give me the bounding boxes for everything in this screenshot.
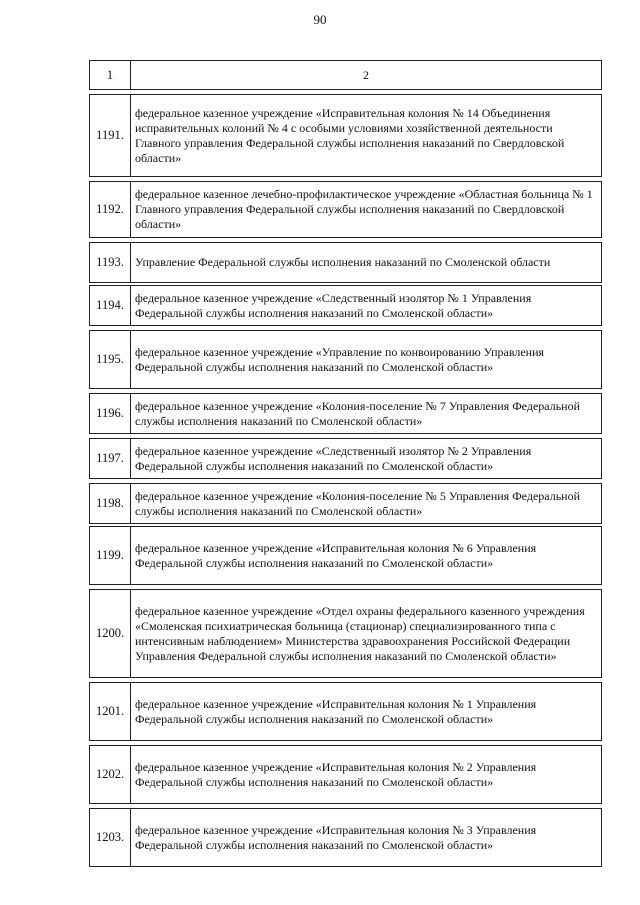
institution-name: федеральное казенное учреждение «Следственный изолятор № 2 Управления Федеральной службы исполнения наказаний по Смоленской области» bbox=[131, 439, 602, 479]
register-body bbox=[90, 61, 602, 867]
institution-name: федеральное казенное лечебно-профилактическое учреждение «Областная больница № 1 Главного управления Федеральной службы исполнения наказаний по Свердловской области» bbox=[131, 182, 602, 238]
row-number: 1197. bbox=[90, 439, 131, 479]
institution-name: федеральное казенное учреждение «Следственный изолятор № 1 Управления Федеральной службы исполнения наказаний по Смоленской области» bbox=[131, 286, 602, 326]
institution-name: федеральное казенное учреждение «Отдел охраны федерального казенного учреждения «Смоленская психиатрическая больница (стационар) специализированного типа с интенсивным наблюдением» Министерства здравоохранения Российской Федерации Управления Федеральной службы исполнения наказаний по Смоленской области» bbox=[131, 590, 602, 678]
row-number: 1198. bbox=[90, 484, 131, 524]
row-number: 1194. bbox=[90, 286, 131, 326]
page-number: 90 bbox=[313, 12, 327, 27]
table-row bbox=[90, 286, 602, 326]
table-row bbox=[90, 439, 602, 479]
register-table bbox=[89, 60, 602, 867]
table-row bbox=[90, 243, 602, 283]
table-row bbox=[90, 809, 602, 867]
row-number: 1199. bbox=[90, 527, 131, 585]
row-number: 1200. bbox=[90, 590, 131, 678]
row-number: 1202. bbox=[90, 746, 131, 804]
table-row bbox=[90, 746, 602, 804]
header-col-2: 2 bbox=[131, 61, 602, 90]
table-row bbox=[90, 182, 602, 238]
institution-name: федеральное казенное учреждение «Исправительная колония № 14 Объединения исправительных колоний № 4 с особыми условиями хозяйственной деятельности Главного управления Федеральной службы исполнения наказаний по Свердловской области» bbox=[131, 95, 602, 177]
institution-name: федеральное казенное учреждение «Управление по конвоированию Управления Федеральной службы исполнения наказаний по Смоленской области» bbox=[131, 331, 602, 389]
row-number: 1201. bbox=[90, 683, 131, 741]
table-row bbox=[90, 683, 602, 741]
table-row bbox=[90, 394, 602, 434]
institution-name: федеральное казенное учреждение «Исправительная колония № 1 Управления Федеральной службы исполнения наказаний по Смоленской области» bbox=[131, 683, 602, 741]
table-row bbox=[90, 95, 602, 177]
row-number: 1192. bbox=[90, 182, 131, 238]
table-row bbox=[90, 331, 602, 389]
institution-name: федеральное казенное учреждение «Колония-поселение № 5 Управления Федеральной службы исполнения наказаний по Смоленской области» bbox=[131, 484, 602, 524]
row-number: 1196. bbox=[90, 394, 131, 434]
institution-name: федеральное казенное учреждение «Колония-поселение № 7 Управления Федеральной службы исполнения наказаний по Смоленской области» bbox=[131, 394, 602, 434]
institution-name: Управление Федеральной службы исполнения наказаний по Смоленской области bbox=[131, 243, 602, 283]
row-number: 1195. bbox=[90, 331, 131, 389]
institution-name: федеральное казенное учреждение «Исправительная колония № 2 Управления Федеральной службы исполнения наказаний по Смоленской области» bbox=[131, 746, 602, 804]
header-col-1: 1 bbox=[90, 61, 131, 90]
table-row bbox=[90, 590, 602, 678]
table-row bbox=[90, 527, 602, 585]
row-number: 1203. bbox=[90, 809, 131, 867]
row-number: 1191. bbox=[90, 95, 131, 177]
header-row bbox=[90, 61, 602, 90]
table-row bbox=[90, 484, 602, 524]
row-number: 1193. bbox=[90, 243, 131, 283]
institution-name: федеральное казенное учреждение «Исправительная колония № 3 Управления Федеральной службы исполнения наказаний по Смоленской области» bbox=[131, 809, 602, 867]
institution-name: федеральное казенное учреждение «Исправительная колония № 6 Управления Федеральной службы исполнения наказаний по Смоленской области» bbox=[131, 527, 602, 585]
